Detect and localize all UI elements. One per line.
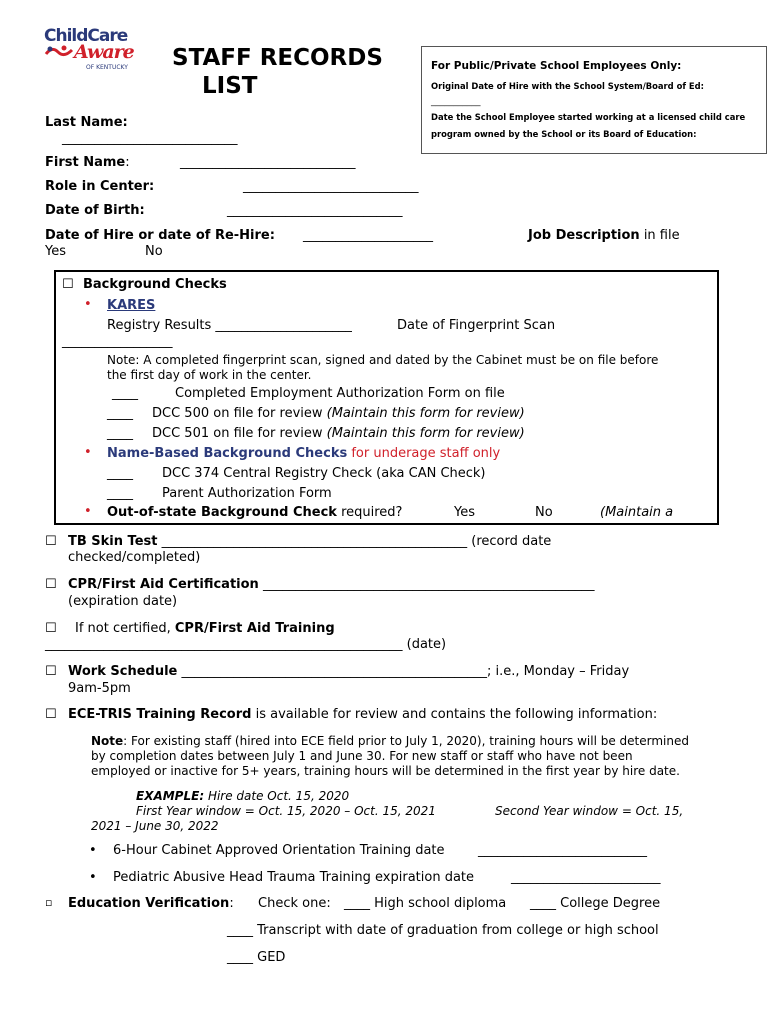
last-name-field[interactable]: ___________________________: [62, 131, 238, 146]
work-suffix: ; i.e., Monday – Friday: [487, 664, 630, 679]
transcript-option: [227, 923, 659, 938]
example-second-year: Second Year window = Oct. 15,: [495, 804, 684, 818]
background-title: Background Checks: [83, 277, 227, 292]
cpr-training-label: CPR/First Aid Training: [174, 621, 335, 636]
name-based-label: [107, 446, 500, 461]
logo-line1: ChildCare: [44, 26, 128, 46]
ahtt-bullet: •: [89, 870, 97, 885]
ged-blank[interactable]: ____: [227, 950, 253, 965]
tb-field[interactable]: _______________________________________________: [157, 534, 468, 549]
dcc500-note: (Maintain this form for review): [326, 406, 525, 421]
cpr-training-row: [75, 621, 335, 636]
name-based-bullet: •: [84, 445, 92, 460]
ece-note-1: [91, 734, 689, 748]
first-name-label-wrap: [45, 155, 130, 170]
tb-suffix-2: checked/completed): [68, 550, 201, 565]
kares-label: KARES: [107, 298, 156, 313]
cpr-checkbox[interactable]: ☐: [45, 577, 57, 592]
name-based-title: Name-Based Background Checks: [107, 446, 348, 461]
work-row: [68, 664, 629, 679]
transcript-label: Transcript with date of graduation from college or high school: [253, 923, 659, 938]
childcare-aware-logo: [42, 26, 142, 76]
parent-auth-label: Parent Authorization Form: [162, 486, 332, 501]
parent-auth-blank[interactable]: ____: [107, 486, 133, 501]
background-checkbox[interactable]: ☐: [62, 277, 74, 292]
example-label: EXAMPLE:: [136, 789, 205, 803]
ahtt-label: Pediatric Abusive Head Trauma Training expiration date: [113, 870, 475, 885]
logo-line3: OF KENTUCKY: [86, 64, 128, 71]
school-box-start-date: Date the School Employee started working at a licensed child care: [431, 112, 746, 122]
cpr-training-suffix: (date): [402, 637, 447, 652]
registry-results-field[interactable]: Registry Results _____________________: [107, 318, 352, 333]
ahtt-field[interactable]: _______________________: [511, 870, 661, 885]
school-box-hire-date: Original Date of Hire with the School System/Board of Ed:: [431, 81, 704, 91]
edu-colon: :: [229, 896, 234, 911]
cpr-training-prefix: If not certified,: [75, 621, 175, 636]
dcc501-note: (Maintain this form for review): [326, 426, 525, 441]
first-name-field[interactable]: ___________________________: [180, 155, 356, 170]
ece-checkbox[interactable]: ☐: [45, 707, 57, 722]
logo-line2: Aware: [74, 41, 134, 63]
dcc501-blank[interactable]: ____: [107, 426, 133, 441]
logo-figures-icon: [44, 44, 74, 62]
job-description-suffix: in file: [639, 228, 680, 243]
oos-no-option[interactable]: No: [535, 505, 553, 520]
orientation-label: 6-Hour Cabinet Approved Orientation Training date: [113, 843, 445, 858]
dcc374-label: DCC 374 Central Registry Check (aka CAN Check): [162, 466, 486, 481]
school-box-hire-line[interactable]: ___________: [431, 97, 481, 107]
hs-diploma-option: [344, 896, 506, 911]
title-line2: LIST: [202, 73, 258, 99]
oos-label: [107, 505, 402, 520]
tb-suffix: (record date: [467, 534, 552, 549]
tb-checkbox[interactable]: ☐: [45, 534, 57, 549]
ece-note-2: by completion dates between July 1 and June 30. For new staff or staff who have not been: [91, 749, 633, 763]
role-field[interactable]: ___________________________: [243, 179, 419, 194]
cpr-row: [68, 577, 594, 592]
dob-field[interactable]: ___________________________: [227, 203, 403, 218]
example-first-year: First Year window = Oct. 15, 2020 – Oct. 15, 2021: [136, 804, 436, 818]
cpr-training-date-row: [45, 637, 446, 652]
school-box-heading: For Public/Private School Employees Only:: [431, 60, 682, 72]
ece-note-label: Note: [91, 734, 124, 748]
oos-bullet: •: [84, 504, 92, 519]
cpr-training-field[interactable]: _______________________________________________________: [45, 637, 403, 652]
dob-label: Date of Birth:: [45, 203, 145, 218]
page-title: [172, 44, 392, 100]
example-hire-date: Hire date Oct. 15, 2020: [204, 789, 350, 803]
edu-check-one: Check one:: [258, 896, 331, 911]
fingerprint-note: Note: A completed fingerprint scan, signed and dated by the Cabinet must be on file before: [107, 353, 659, 367]
job-description-label: Job Description: [528, 228, 640, 243]
example-second-year-2: 2021 – June 30, 2022: [91, 819, 219, 833]
first-name-colon: :: [125, 155, 130, 170]
fingerprint-label: Date of Fingerprint Scan: [397, 318, 556, 333]
dcc500-text: DCC 500 on file for review: [152, 406, 327, 421]
school-employee-box: [421, 46, 767, 154]
fingerprint-note-2: the first day of work in the center.: [107, 368, 312, 382]
oos-yes-option[interactable]: Yes: [454, 505, 475, 520]
cpr-expiration-label: (expiration date): [68, 594, 178, 609]
hs-diploma-label: High school diploma: [370, 896, 507, 911]
job-description: [528, 228, 680, 243]
first-name-label: First Name: [45, 155, 126, 170]
ece-suffix: is available for review and contains the following information:: [251, 707, 658, 722]
dcc500-blank[interactable]: ____: [107, 406, 133, 421]
emp-auth-blank[interactable]: ____: [112, 386, 138, 401]
kares-bullet: •: [84, 297, 92, 312]
orientation-bullet: •: [89, 843, 97, 858]
job-no-option[interactable]: No: [145, 244, 163, 259]
last-name-label: Last Name:: [45, 115, 128, 130]
fingerprint-field[interactable]: _________________: [62, 334, 173, 349]
ece-note-3: employed or inactive for 5+ years, training hours will be determined in the first year by hire date.: [91, 764, 680, 778]
cpr-label: CPR/First Aid Certification: [68, 577, 259, 592]
ged-option: [227, 950, 285, 965]
example-line-1: [136, 789, 349, 803]
work-checkbox[interactable]: ☐: [45, 664, 57, 679]
edu-row: [68, 896, 234, 911]
cpr-field[interactable]: ___________________________________________________: [258, 577, 595, 592]
dcc501-label: [152, 426, 525, 441]
work-example: 9am-5pm: [68, 681, 131, 696]
hs-diploma-blank[interactable]: ____: [344, 896, 370, 911]
dcc500-label: [152, 406, 525, 421]
college-degree-option: [530, 896, 660, 911]
title-line1: STAFF RECORDS: [172, 45, 383, 71]
ece-row: [68, 707, 657, 722]
college-degree-label: College Degree: [556, 896, 661, 911]
oos-required: required?: [336, 505, 403, 520]
dcc501-text: DCC 501 on file for review: [152, 426, 327, 441]
oos-title: Out-of-state Background Check: [107, 505, 337, 520]
work-label: Work Schedule: [68, 664, 178, 679]
dcc374-blank[interactable]: ____: [107, 466, 133, 481]
ged-label: GED: [253, 950, 286, 965]
name-based-qualifier: for underage staff only: [347, 446, 501, 461]
oos-maintain-note: (Maintain a: [600, 505, 674, 520]
edu-checkbox[interactable]: ▫: [45, 896, 53, 909]
school-box-start-date-2: program owned by the School or its Board of Education:: [431, 129, 697, 139]
edu-label: Education Verification: [68, 896, 230, 911]
role-label: Role in Center:: [45, 179, 155, 194]
cpr-training-checkbox[interactable]: ☐: [45, 621, 57, 636]
transcript-blank[interactable]: ____: [227, 923, 253, 938]
emp-auth-label: Completed Employment Authorization Form on file: [175, 386, 505, 401]
job-yes-option[interactable]: Yes: [45, 244, 66, 259]
orientation-field[interactable]: __________________________: [478, 843, 647, 858]
college-degree-blank[interactable]: ____: [530, 896, 556, 911]
ece-note-text: : For existing staff (hired into ECE field prior to July 1, 2020), training hours will be determined: [123, 734, 689, 748]
work-field[interactable]: _______________________________________________: [177, 664, 488, 679]
ece-label: ECE-TRIS Training Record: [68, 707, 252, 722]
hire-date-label: Date of Hire or date of Re-Hire:: [45, 228, 275, 243]
tb-row: [68, 534, 551, 549]
tb-label: TB Skin Test: [68, 534, 158, 549]
hire-date-field[interactable]: ____________________: [303, 228, 433, 243]
